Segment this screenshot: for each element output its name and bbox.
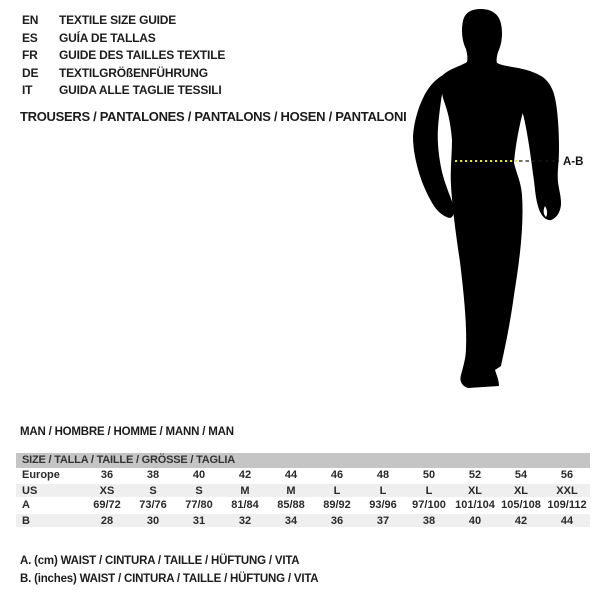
gender-caption: MAN / HOMBRE / HOMME / MANN / MAN — [20, 426, 234, 438]
language-row-es — [22, 30, 225, 48]
language-label: GUIDE DES TAILLES TEXTILE — [59, 48, 226, 63]
table-row-europe — [16, 468, 590, 483]
table-cell: 37 — [376, 515, 390, 527]
table-cell: M — [286, 485, 296, 497]
row-label: B — [22, 515, 30, 527]
table-cell: 38 — [146, 469, 160, 481]
table-cell: 42 — [514, 515, 528, 527]
row-label: Europe — [22, 469, 60, 481]
language-row-en — [22, 12, 225, 30]
man-body-shape — [441, 9, 551, 388]
table-row-a-cm — [16, 498, 590, 513]
table-cell: 89/92 — [323, 499, 351, 511]
table-cell: XS — [99, 485, 115, 497]
table-cell: 69/72 — [93, 499, 121, 511]
table-cell: 32 — [238, 515, 252, 527]
row-label: A — [22, 499, 30, 511]
table-cell: 77/80 — [185, 499, 213, 511]
table-cell: 46 — [330, 469, 344, 481]
table-row-us — [16, 483, 590, 498]
language-code: DE — [22, 65, 39, 80]
table-cell: 44 — [284, 469, 298, 481]
row-label: US — [22, 485, 38, 497]
table-cell: 30 — [146, 515, 160, 527]
table-cell: M — [240, 485, 250, 497]
language-code: FR — [22, 48, 38, 63]
table-cell: 105/108 — [501, 499, 541, 511]
man-silhouette-svg — [405, 5, 600, 395]
category-title: TROUSERS / PANTALONES / PANTALONS / HOSEN / PANTALONI — [20, 109, 407, 124]
table-cell: 38 — [422, 515, 436, 527]
table-cell: 56 — [560, 469, 574, 481]
size-table-header: SIZE / TALLA / TAILLE / GRÖSSE / TAGLIA — [16, 453, 590, 468]
language-code: IT — [22, 83, 33, 98]
language-label: GUIDA ALLE TAGLIE TESSILI — [59, 83, 222, 98]
table-cell: 109/112 — [547, 499, 587, 511]
man-silhouette-figure — [405, 5, 600, 395]
table-cell: 50 — [422, 469, 436, 481]
table-cell: 44 — [560, 515, 574, 527]
size-table — [16, 453, 590, 528]
table-cell: L — [379, 485, 387, 497]
language-label: TEXTILE SIZE GUIDE — [59, 13, 177, 27]
table-cell: 97/100 — [412, 499, 446, 511]
table-cell: 34 — [284, 515, 298, 527]
table-cell: 52 — [468, 469, 482, 481]
language-row-fr — [22, 47, 225, 65]
table-cell: XL — [467, 485, 483, 497]
table-cell: 54 — [514, 469, 528, 481]
table-cell: XL — [513, 485, 529, 497]
language-label: GUÍA DE TALLAS — [59, 30, 156, 45]
table-cell: L — [425, 485, 433, 497]
waist-measure-label: A-B — [563, 156, 584, 168]
language-code: ES — [22, 30, 38, 45]
table-cell: 48 — [376, 469, 390, 481]
table-cell: 36 — [330, 515, 344, 527]
measure-footnotes — [20, 553, 318, 588]
language-guide — [22, 12, 225, 100]
table-cell: L — [333, 485, 341, 497]
table-cell: 101/104 — [455, 499, 495, 511]
table-cell: 42 — [238, 469, 252, 481]
language-label: TEXTILGRÖßENFÜHRUNG — [59, 65, 208, 80]
table-cell: 85/88 — [277, 499, 305, 511]
language-row-it — [22, 82, 225, 100]
language-code: EN — [22, 13, 39, 27]
table-cell: 81/84 — [231, 499, 259, 511]
table-cell: 28 — [100, 515, 114, 527]
table-cell: 40 — [468, 515, 482, 527]
table-cell: 93/96 — [369, 499, 397, 511]
table-cell: S — [149, 485, 157, 497]
table-cell: S — [195, 485, 203, 497]
table-cell: 36 — [100, 469, 114, 481]
table-cell: 73/76 — [139, 499, 167, 511]
table-row-b-inches — [16, 513, 590, 528]
table-cell: XXL — [556, 485, 578, 497]
footnote-b: B. (inches) WAIST / CINTURA / TAILLE / HÜFTUNG / VITA — [20, 572, 319, 585]
table-cell: 40 — [192, 469, 206, 481]
language-row-de — [22, 65, 225, 83]
table-cell: 31 — [192, 515, 206, 527]
footnote-a: A. (cm) WAIST / CINTURA / TAILLE / HÜFTUNG / VITA — [20, 555, 300, 567]
